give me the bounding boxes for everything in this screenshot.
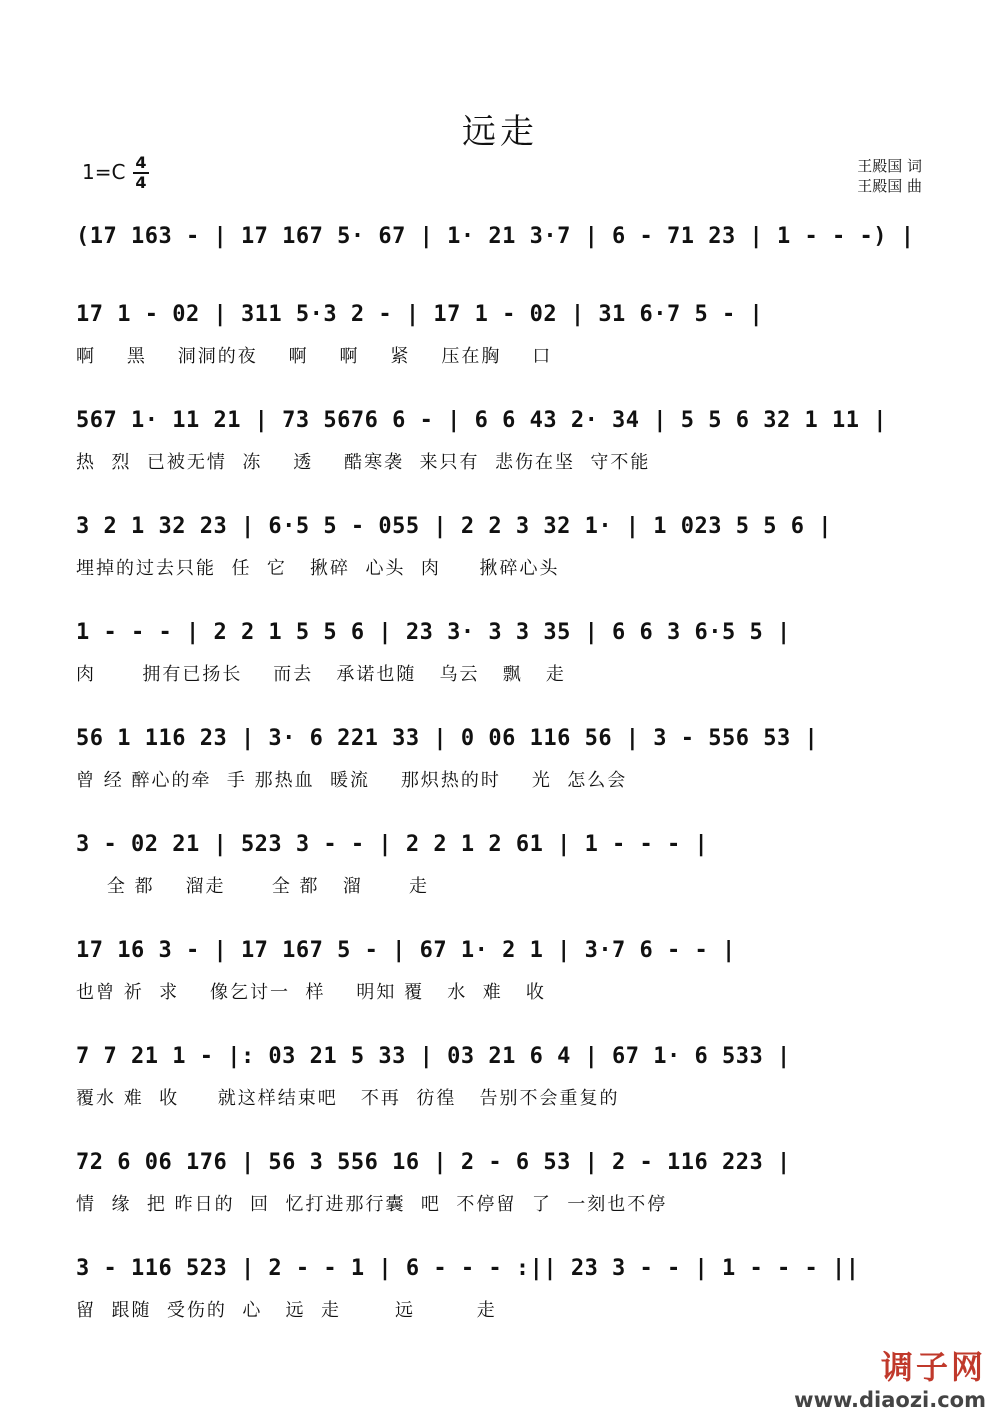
time-signature-bottom: 4: [133, 172, 149, 192]
lyric-row-7: 全 都 溜走 全 都 溜 走: [76, 876, 430, 897]
lyric-row-8: 也曾 祈 求 像乞讨一 样 明知 覆 水 难 收: [76, 982, 546, 1003]
time-signature-top: 4: [135, 153, 147, 172]
lyric-row-3: 热 烈 已被无情 冻 透 酷寒袭 来只有 悲伤在坚 守不能: [76, 452, 651, 473]
notation-row-5: 1 - - - | 2 2 1 5 5 6 | 23 3· 3 3 35 | 6 6 3 6·5 5 |: [76, 620, 791, 645]
notation-row-2: 17 1 - 02 | 311 5·3 2 - | 17 1 - 02 | 31 6·7 5 - |: [76, 302, 764, 327]
notation-row-4: 3 2 1 32 23 | 6·5 5 - 055 | 2 2 3 32 1· | 1 023 5 5 6 |: [76, 514, 832, 539]
notation-row-7: 3 - 02 21 | 523 3 - - | 2 2 1 2 61 | 1 - - - |: [76, 832, 709, 857]
notation-row-8: 17 16 3 - | 17 167 5 - | 67 1· 2 1 | 3·7 6 - - |: [76, 938, 736, 963]
notation-row-1: (17 163 - | 17 167 5· 67 | 1· 21 3·7 | 6 - 71 23 | 1 - - -) |: [76, 224, 915, 249]
watermark-name: 调子网: [880, 1348, 986, 1386]
notation-row-9: 7 7 21 1 - |: 03 21 5 33 | 03 21 6 4 | 67 1· 6 533 |: [76, 1044, 791, 1069]
credits: [857, 156, 922, 196]
lyric-row-6: 曾 经 醉心的牵 手 那热血 暖流 那炽热的时 光 怎么会: [76, 770, 628, 791]
time-signature: [133, 154, 149, 192]
composer-credit: 王殿国 曲: [857, 177, 922, 195]
key-signature: 1=C: [82, 160, 126, 184]
lyric-row-2: 啊 黑 洞洞的夜 啊 啊 紧 压在胸 口: [76, 346, 553, 367]
lyric-row-11: 留 跟随 受伤的 心 远 走 远 走: [76, 1300, 497, 1321]
notation-row-6: 56 1 116 23 | 3· 6 221 33 | 0 06 116 56 | 3 - 556 53 |: [76, 726, 819, 751]
notation-row-10: 72 6 06 176 | 56 3 556 16 | 2 - 6 53 | 2 - 116 223 |: [76, 1150, 791, 1175]
watermark-url: www.diaozi.com: [794, 1388, 986, 1412]
notation-row-11: 3 - 116 523 | 2 - - 1 | 6 - - - :|| 23 3 - - | 1 - - - ||: [76, 1256, 860, 1281]
notation-row-3: 567 1· 11 21 | 73 5676 6 - | 6 6 43 2· 34 | 5 5 6 32 1 11 |: [76, 408, 887, 433]
song-title: 远走: [462, 112, 538, 152]
lyricist-credit: 王殿国 词: [857, 157, 922, 175]
watermark: [794, 1342, 986, 1412]
lyric-row-4: 埋掉的过去只能 任 它 揪碎 心头 肉 揪碎心头: [76, 558, 560, 579]
lyric-row-10: 情 缘 把 昨日的 回 忆打进那行囊 吧 不停留 了 一刻也不停: [76, 1194, 668, 1215]
lyric-row-9: 覆水 难 收 就这样结束吧 不再 彷徨 告别不会重复的: [76, 1088, 620, 1109]
lyric-row-5: 肉 拥有已扬长 而去 承诺也随 乌云 飘 走: [76, 664, 566, 685]
